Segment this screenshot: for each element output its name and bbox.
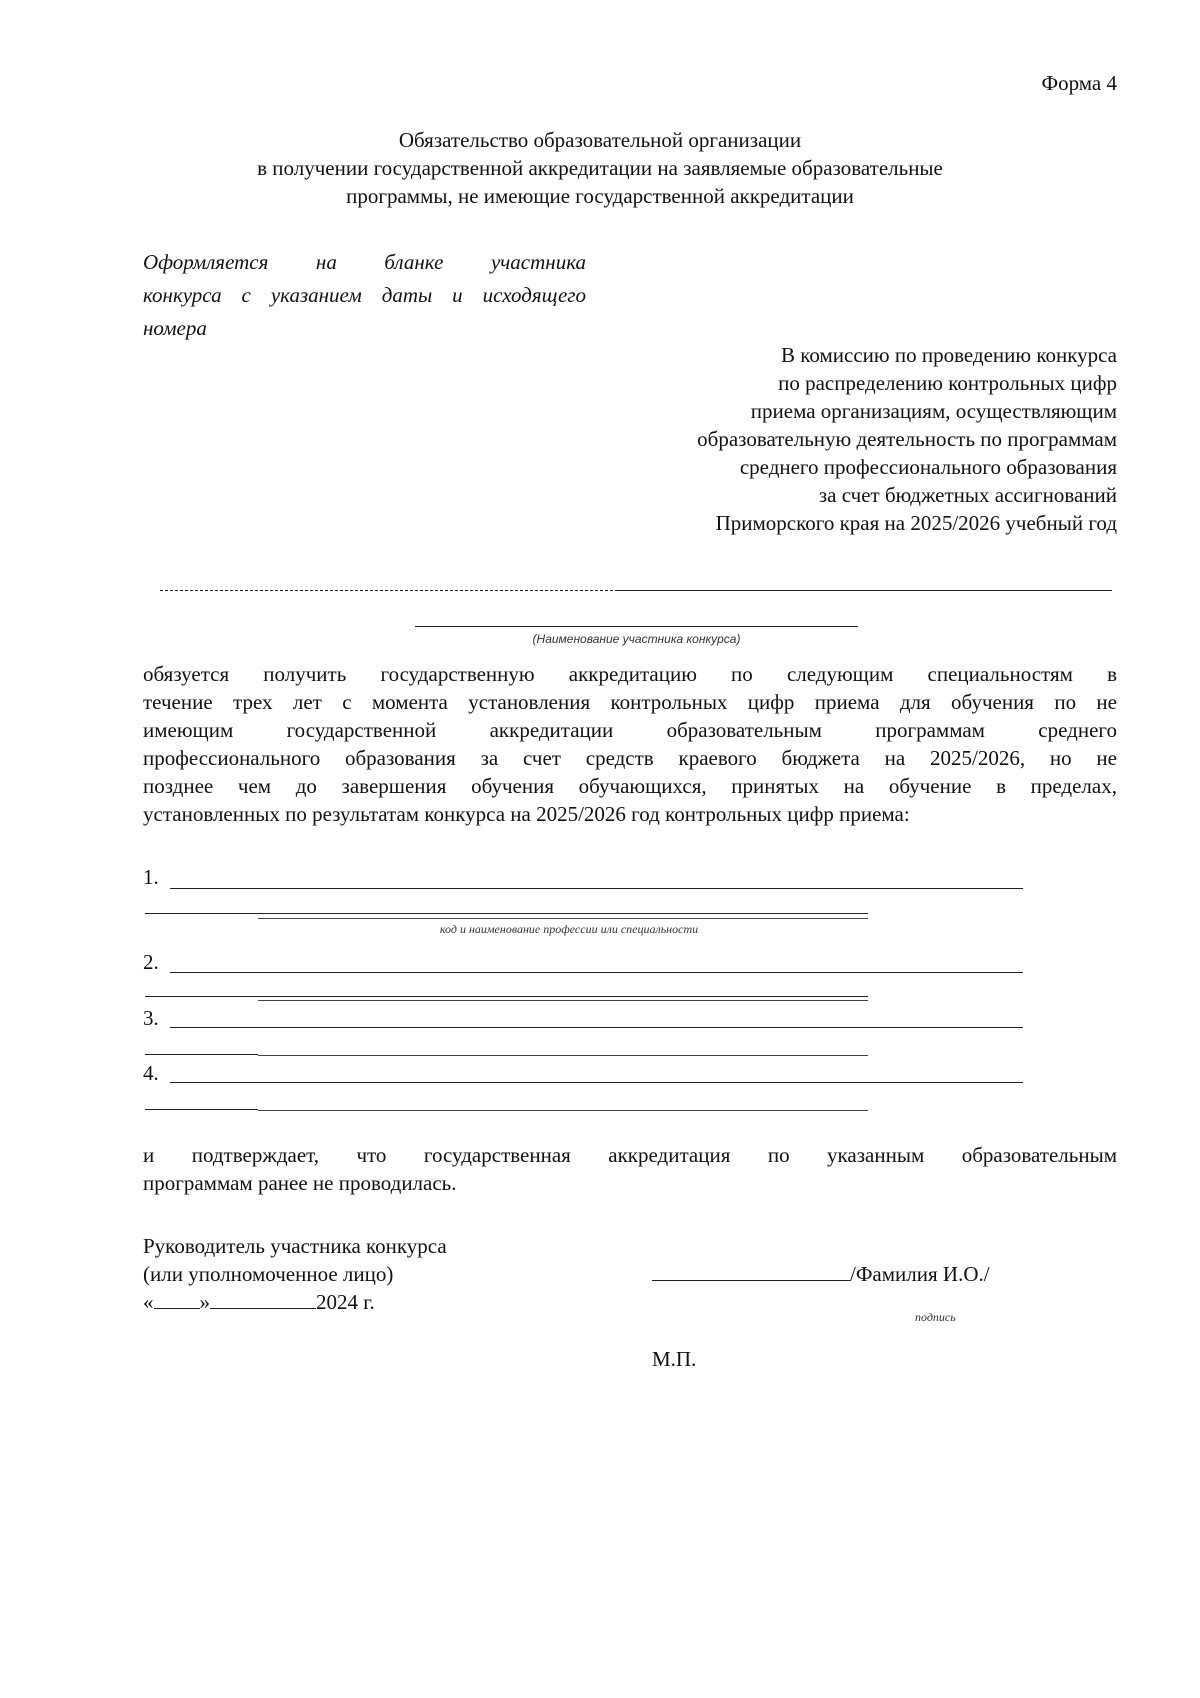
recipient-line: среднего профессионального образования	[739, 455, 1117, 479]
title-line: программы, не имеющие государственной аккредитации	[346, 184, 854, 208]
signer-subtitle: (или уполномоченное лицо)	[143, 1262, 394, 1286]
paragraph-line: обязуется получить государственную аккредитацию по следующим специальностям в	[143, 662, 1117, 686]
participant-name-underline[interactable]	[415, 626, 858, 627]
specialty-field-1-continuation[interactable]	[145, 913, 868, 914]
paragraph-line: установленных по результатам конкурса на 2025/2026 год контрольных цифр приема:	[143, 802, 910, 826]
specialty-field-3-continuation[interactable]	[145, 1054, 258, 1055]
signer-title: Руководитель участника конкурса	[143, 1234, 447, 1258]
specialty-field-1[interactable]	[170, 888, 1023, 889]
date-quote-close: »	[199, 1290, 210, 1314]
date-year: 2024 г.	[316, 1290, 375, 1314]
specialty-field-4-continuation[interactable]	[145, 1109, 258, 1110]
paragraph-line: программам ранее не проводилась.	[143, 1171, 457, 1195]
specialty-field-3[interactable]	[170, 1027, 1023, 1028]
recipient-line: образовательную деятельность по программам	[697, 427, 1117, 451]
specialty-caption-text: код и наименование профессии или специальности	[439, 922, 699, 936]
participant-name-field-dashed[interactable]	[160, 590, 618, 591]
note-line: Оформляется на бланке участника	[143, 250, 586, 274]
specialty-field-2-continuation[interactable]	[145, 996, 868, 997]
document-title	[120, 126, 1080, 210]
specialty-field-2[interactable]	[170, 972, 1023, 973]
recipient-line: по распределению контрольных цифр	[778, 371, 1117, 395]
paragraph-line: позднее чем до завершения обучения обучающихся, принятых на обучение в пределах,	[143, 774, 1117, 798]
item-number-3: 3.	[143, 1006, 159, 1030]
recipient-line: В комиссию по проведению конкурса	[781, 343, 1117, 367]
date-field	[143, 1288, 375, 1316]
signature-caption: подпись	[915, 1310, 956, 1324]
form-number-label: Форма 4	[1041, 71, 1117, 95]
item-number-4: 4.	[143, 1061, 159, 1085]
title-line: Обязательство образовательной организации	[398, 128, 802, 152]
recipient-block	[697, 341, 1117, 537]
signer-name: /Фамилия И.О./	[850, 1262, 990, 1286]
confirmation-paragraph	[143, 1141, 1117, 1197]
paragraph-line: имеющим государственной аккредитации образовательным программам среднего	[143, 718, 1117, 742]
specialty-field-1-underline	[258, 918, 868, 919]
paragraph-line: течение трех лет с момента установления контрольных цифр приема для обучения по не	[143, 690, 1117, 714]
recipient-line: Приморского края на 2025/2026 учебный год	[715, 511, 1117, 535]
specialty-field-3-underline	[258, 1055, 868, 1056]
recipient-line: за счет бюджетных ассигнований	[818, 483, 1117, 507]
stamp-placeholder: М.П.	[652, 1347, 697, 1371]
title-line: в получении государственной аккредитации на заявляемые образовательные	[257, 156, 943, 180]
note-line: конкурса с указанием даты и исходящего	[143, 283, 586, 307]
participant-caption: (Наименование участника конкурса)	[532, 632, 741, 646]
item-number-2: 2.	[143, 950, 159, 974]
signature-row	[652, 1260, 990, 1288]
month-field[interactable]	[210, 1288, 316, 1309]
note-line: номера	[143, 316, 207, 340]
participant-name-field[interactable]	[618, 590, 1112, 591]
specialty-field-2-underline	[258, 1000, 868, 1001]
item-number-1: 1.	[143, 865, 159, 889]
date-quote-open: «	[143, 1290, 154, 1314]
day-field[interactable]	[154, 1288, 200, 1309]
recipient-line: приема организациям, осуществляющим	[750, 399, 1117, 423]
obligation-paragraph	[143, 660, 1117, 828]
specialty-caption	[258, 922, 1124, 937]
signature-field[interactable]	[652, 1260, 850, 1281]
signer-block	[143, 1232, 447, 1288]
specialty-field-4-underline	[258, 1110, 868, 1111]
paragraph-line: профессионального образования за счет средств краевого бюджета на 2025/2026, но не	[143, 746, 1117, 770]
paragraph-line: и подтверждает, что государственная аккредитация по указанным образовательным	[143, 1143, 1117, 1167]
specialty-field-4[interactable]	[170, 1082, 1023, 1083]
letterhead-note	[143, 246, 586, 345]
